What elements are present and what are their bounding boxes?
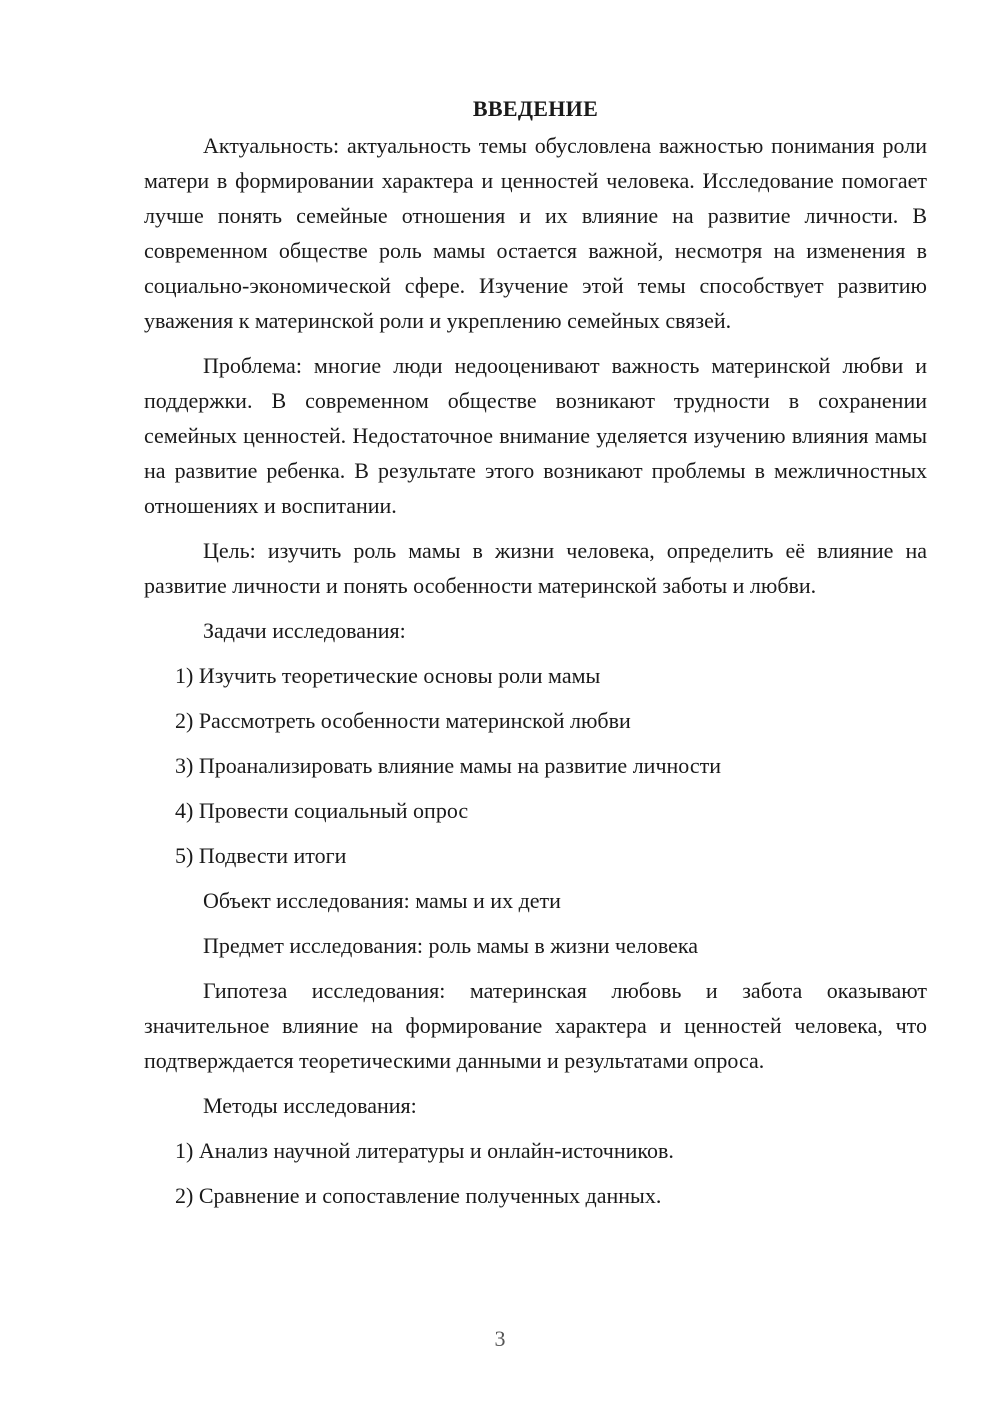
list-item: 5) Подвести итоги <box>175 843 347 868</box>
goal-paragraph: Цель: изучить роль мамы в жизни человека, определить её влияние на развитие личности и понять особенности материнской заботы и любви. <box>144 538 927 598</box>
document-page <box>144 92 927 1223</box>
list-item: 2) Рассмотреть особенности материнской любви <box>175 708 631 733</box>
relevance-paragraph: Актуальность: актуальность темы обусловлена важностью понимания роли матери в формировании характера и ценностей человека. Исследование помогает лучше понять семейные отношения и их влияние на развитие личности. В современном обществе роль мамы остается важной, несмотря на изменения в социально-экономической сфере. Изучение этой темы способствует развитию уважения к материнской роли и укреплению семейных связей. <box>144 133 927 333</box>
list-item: 1) Анализ научной литературы и онлайн-источников. <box>175 1138 674 1163</box>
list-item: 2) Сравнение и сопоставление полученных данных. <box>175 1183 662 1208</box>
problem-paragraph: Проблема: многие люди недооценивают важность материнской любви и поддержки. В современном обществе возникают трудности в сохранении семейных ценностей. Недостаточное внимание уделяется изучению влияния мамы на развитие ребенка. В результате этого возникают проблемы в межличностных отношениях и воспитании. <box>144 353 927 518</box>
list-item: 3) Проанализировать влияние мамы на развитие личности <box>175 753 721 778</box>
tasks-heading: Задачи исследования: <box>203 618 406 643</box>
list-item: 4) Провести социальный опрос <box>175 798 469 823</box>
methods-list <box>144 1133 927 1213</box>
hypothesis-paragraph: Гипотеза исследования: материнская любовь и забота оказывают значительное влияние на формирование характера и ценностей человека, что подтверждается теоретическими данными и результатами опроса. <box>144 978 927 1073</box>
list-item: 1) Изучить теоретические основы роли мамы <box>175 663 601 688</box>
object-line: Объект исследования: мамы и их дети <box>203 888 561 913</box>
page-number: 3 <box>494 1326 506 1351</box>
page-title: ВВЕДЕНИЕ <box>472 96 599 121</box>
subject-line: Предмет исследования: роль мамы в жизни человека <box>203 933 698 958</box>
methods-heading: Методы исследования: <box>203 1093 417 1118</box>
tasks-list <box>144 658 927 873</box>
